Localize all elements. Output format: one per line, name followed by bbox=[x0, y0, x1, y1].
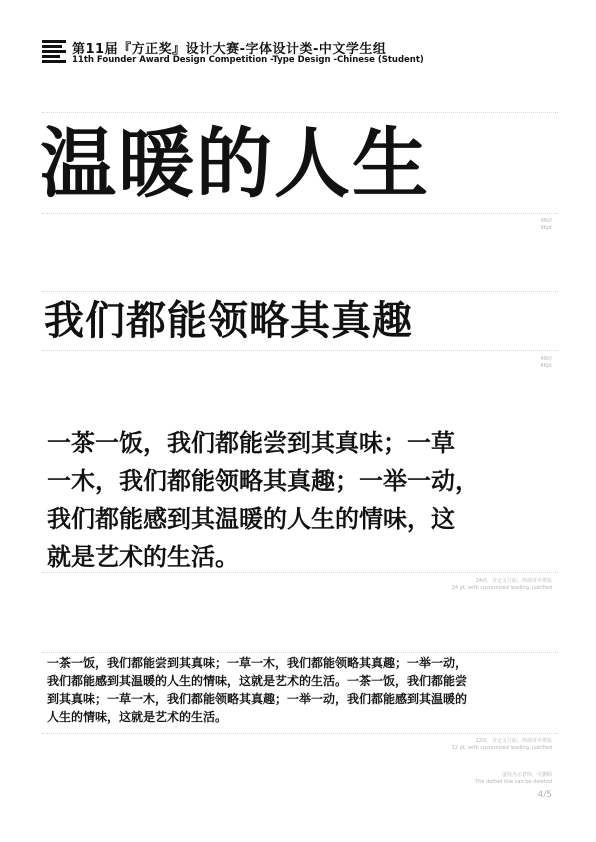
specimen-24pt-line: 我们都能感到其温暖的人生的情味，这 bbox=[47, 504, 455, 533]
caption-48pt-cn: 48磅 bbox=[540, 356, 552, 362]
specimen-12pt-line: 人生的情味，这就是艺术的生活。 bbox=[47, 710, 228, 724]
footnote-en: The dotted line can be deleted bbox=[475, 779, 552, 785]
specimen-24pt bbox=[47, 424, 487, 576]
footnote bbox=[475, 772, 552, 786]
caption-96pt bbox=[541, 218, 553, 232]
caption-96pt-cn: 96磅 bbox=[540, 218, 552, 224]
specimen-12pt-line: 到其真味；一草一木，我们都能领略其真趣；一举一动，我们都能感到其温暖的 bbox=[47, 692, 468, 706]
guide-line bbox=[42, 350, 558, 351]
specimen-48pt: 我们都能领略其真趣 bbox=[44, 297, 413, 344]
header-title-en: 11th Founder Award Design Competition -Type Design -Chinese (Student) bbox=[72, 55, 424, 65]
guide-line bbox=[42, 572, 558, 573]
caption-48pt-en: 48pt bbox=[540, 363, 552, 369]
header-title-cn: 第11届『方正奖』设计大赛-字体设计类-中文学生组 bbox=[72, 42, 387, 57]
caption-48pt bbox=[541, 356, 553, 370]
caption-12pt-cn: 12磅，自定义行距，两端对齐排版 bbox=[475, 738, 552, 744]
caption-12pt bbox=[452, 738, 552, 752]
specimen-12pt bbox=[47, 654, 517, 726]
specimen-24pt-line: 一茶一饭，我们都能尝到其真味；一草 bbox=[47, 428, 455, 457]
caption-12pt-en: 12 pt, with customized leading, justified bbox=[451, 745, 552, 751]
specimen-96pt: 温暖的人生 bbox=[40, 119, 430, 208]
footnote-cn: 虚线为示意线，可删除 bbox=[501, 772, 552, 778]
guide-line bbox=[42, 213, 558, 214]
page-number: 4/5 bbox=[537, 790, 552, 800]
specimen-12pt-line: 一茶一饭，我们都能尝到其真味；一草一木，我们都能领略其真趣；一举一动， bbox=[47, 656, 468, 670]
caption-24pt-cn: 24磅，自定义行距，两端对齐排版 bbox=[475, 578, 552, 584]
caption-24pt-en: 24 pt, with customized leading, justified bbox=[451, 585, 552, 591]
guide-line bbox=[42, 112, 558, 113]
specimen-12pt-line: 我们都能感到其温暖的人生的情味，这就是艺术的生活。一茶一饭，我们都能尝 bbox=[47, 674, 468, 688]
caption-24pt bbox=[452, 578, 552, 592]
guide-line bbox=[42, 291, 558, 292]
specimen-24pt-line: 一木，我们都能领略其真趣；一举一动， bbox=[47, 466, 479, 495]
founder-logo-icon bbox=[42, 40, 66, 64]
guide-line bbox=[42, 652, 558, 653]
guide-line bbox=[42, 733, 558, 734]
specimen-24pt-line: 就是艺术的生活。 bbox=[47, 542, 239, 571]
caption-96pt-en: 96pt bbox=[540, 225, 552, 231]
